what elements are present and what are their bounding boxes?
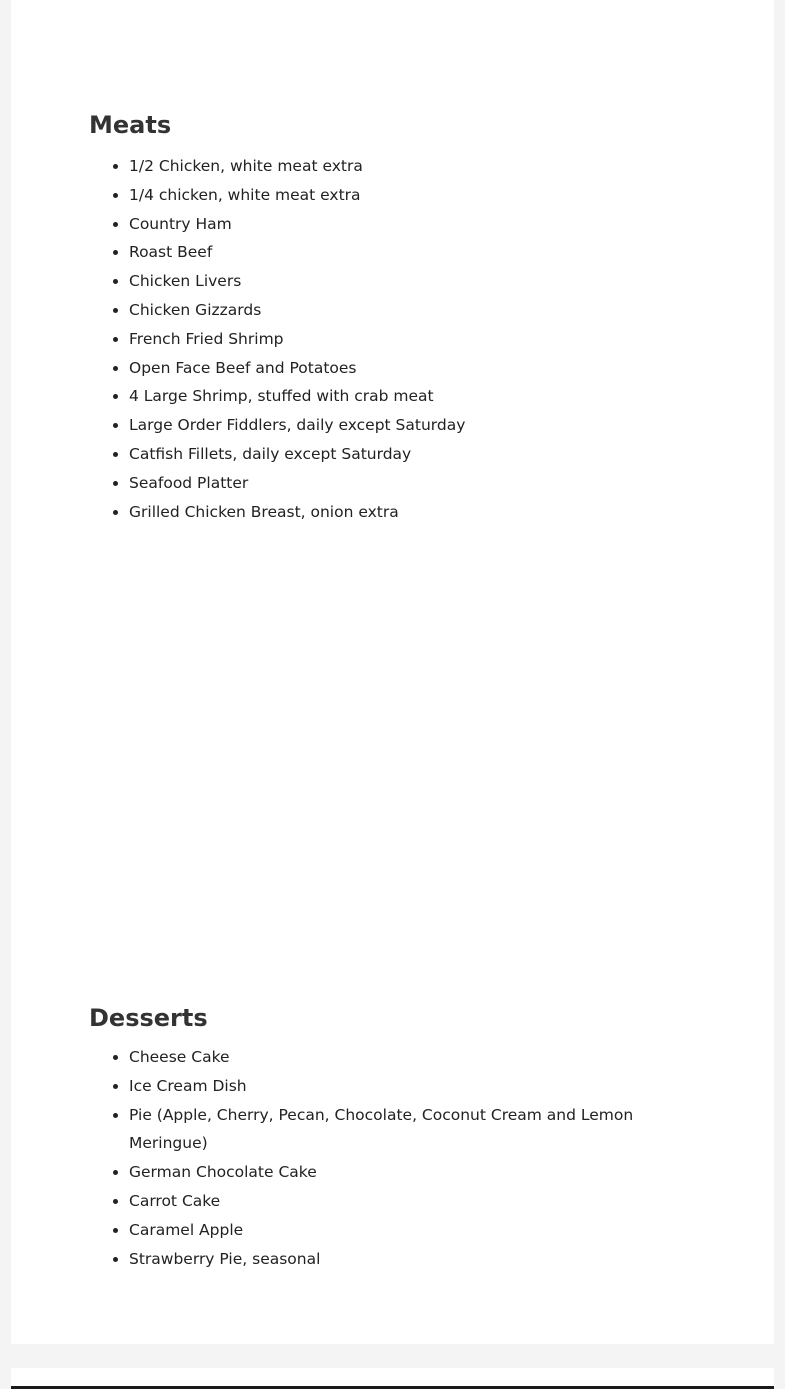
list-item: • Open Face Beef and Potatoes: [129, 354, 689, 383]
list-item: • Grilled Chicken Breast, onion extra: [129, 498, 689, 527]
list-item: • Strawberry Pie, seasonal: [129, 1245, 689, 1274]
list-item: • Large Order Fiddlers, daily except Saturday: [129, 411, 689, 440]
meats-list: [89, 152, 689, 526]
list-item: • Cheese Cake: [129, 1043, 689, 1072]
content-card: [11, 0, 774, 1344]
meats-heading: Meats: [89, 111, 172, 139]
desserts-section: [89, 1002, 689, 1273]
list-item: • Country Ham: [129, 210, 689, 239]
list-item: • Pie (Apple, Cherry, Pecan, Chocolate, Coconut Cream and Lemon Meringue): [129, 1101, 689, 1159]
list-item: • Ice Cream Dish: [129, 1072, 689, 1101]
list-item: • Catfish Fillets, daily except Saturday: [129, 440, 689, 469]
list-item: • Chicken Livers: [129, 267, 689, 296]
list-item: • Caramel Apple: [129, 1216, 689, 1245]
list-item: • Carrot Cake: [129, 1187, 689, 1216]
list-item: • 4 Large Shrimp, stuffed with crab meat: [129, 382, 689, 411]
list-item: • German Chocolate Cake: [129, 1158, 689, 1187]
list-item: • 1/4 chicken, white meat extra: [129, 181, 689, 210]
list-item: • 1/2 Chicken, white meat extra: [129, 152, 689, 181]
list-item: • Chicken Gizzards: [129, 296, 689, 325]
list-item: • Roast Beef: [129, 238, 689, 267]
list-item: • French Fried Shrimp: [129, 325, 689, 354]
next-card: [11, 1368, 774, 1389]
desserts-list: [89, 1043, 689, 1273]
meats-section: [89, 109, 689, 526]
desserts-heading: Desserts: [89, 1004, 208, 1032]
list-item: • Seafood Platter: [129, 469, 689, 498]
